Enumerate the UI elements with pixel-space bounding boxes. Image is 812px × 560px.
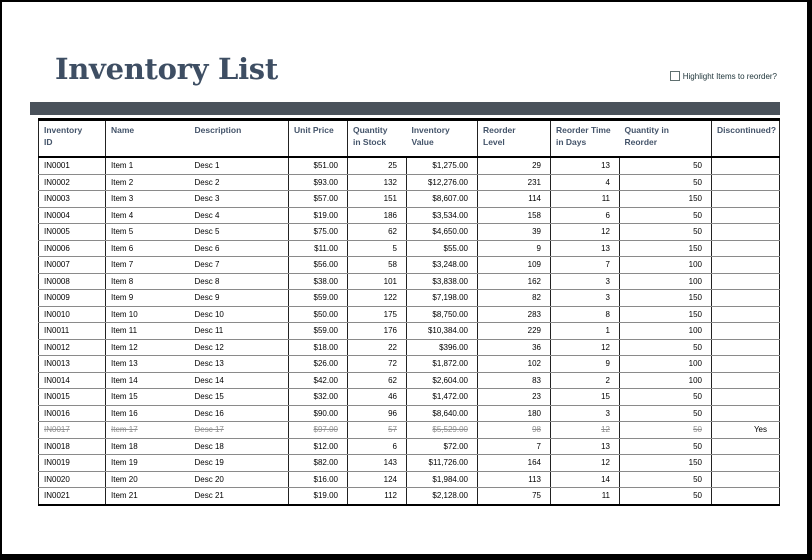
table-row [39, 389, 780, 406]
cell-discontinued[interactable]: Yes [712, 422, 780, 439]
cell-desc[interactable]: Desc 4 [190, 207, 289, 224]
column-header-inventory_value[interactable] [407, 120, 478, 158]
cell-reorder_time_days[interactable]: 11 [551, 488, 620, 505]
cell-qty_in_reorder[interactable]: 50 [620, 471, 712, 488]
cell-inventory_value[interactable]: $1,275.00 [407, 157, 478, 174]
table-row [39, 422, 780, 439]
inventory-table [38, 118, 780, 506]
cell-reorder_level[interactable]: 98 [478, 422, 551, 439]
cell-reorder_level[interactable]: 162 [478, 273, 551, 290]
cell-desc[interactable]: Desc 14 [190, 372, 289, 389]
cell-name[interactable]: Item 1 [106, 157, 190, 174]
cell-qty_in_reorder[interactable]: 100 [620, 356, 712, 373]
cell-inventory_value[interactable]: $2,128.00 [407, 488, 478, 505]
cell-reorder_level[interactable]: 82 [478, 290, 551, 307]
column-header-qty_in_stock[interactable] [348, 120, 407, 158]
cell-qty_in_reorder[interactable]: 100 [620, 372, 712, 389]
cell-inventory_value[interactable]: $8,607.00 [407, 191, 478, 208]
cell-desc[interactable]: Desc 18 [190, 438, 289, 455]
cell-qty_in_stock[interactable]: 6 [348, 438, 407, 455]
cell-inventory_value[interactable]: $11,726.00 [407, 455, 478, 472]
cell-reorder_level[interactable]: 229 [478, 323, 551, 340]
cell-qty_in_reorder[interactable]: 150 [620, 240, 712, 257]
cell-qty_in_stock[interactable]: 57 [348, 422, 407, 439]
cell-unit_price[interactable]: $50.00 [289, 306, 348, 323]
cell-discontinued[interactable] [712, 339, 780, 356]
cell-discontinued[interactable] [712, 405, 780, 422]
cell-qty_in_reorder[interactable]: 50 [620, 389, 712, 406]
column-header-discontinued[interactable] [712, 120, 780, 158]
cell-discontinued[interactable] [712, 455, 780, 472]
cell-desc[interactable]: Desc 6 [190, 240, 289, 257]
table-row [39, 290, 780, 307]
cell-discontinued[interactable] [712, 389, 780, 406]
cell-qty_in_stock[interactable]: 72 [348, 356, 407, 373]
table-row [39, 224, 780, 241]
cell-id[interactable]: IN0014 [39, 372, 106, 389]
cell-discontinued[interactable] [712, 471, 780, 488]
cell-reorder_time_days[interactable]: 13 [551, 157, 620, 174]
cell-name[interactable]: Item 17 [106, 422, 190, 439]
cell-name[interactable]: Item 7 [106, 257, 190, 274]
cell-qty_in_reorder[interactable]: 50 [620, 339, 712, 356]
cell-reorder_level[interactable]: 39 [478, 224, 551, 241]
cell-reorder_level[interactable]: 114 [478, 191, 551, 208]
cell-unit_price[interactable]: $97.00 [289, 422, 348, 439]
cell-reorder_time_days[interactable]: 15 [551, 389, 620, 406]
cell-desc[interactable]: Desc 5 [190, 224, 289, 241]
cell-id[interactable]: IN0009 [39, 290, 106, 307]
header-label: Reorder Time [556, 125, 611, 135]
header-label: Name [111, 125, 135, 135]
cell-desc[interactable]: Desc 2 [190, 174, 289, 191]
cell-desc[interactable]: Desc 16 [190, 405, 289, 422]
cell-qty_in_stock[interactable]: 176 [348, 323, 407, 340]
cell-qty_in_reorder[interactable]: 50 [620, 422, 712, 439]
cell-id[interactable]: IN0010 [39, 306, 106, 323]
table-row [39, 405, 780, 422]
cell-discontinued[interactable] [712, 273, 780, 290]
cell-desc[interactable]: Desc 13 [190, 356, 289, 373]
cell-discontinued[interactable] [712, 240, 780, 257]
cell-id[interactable]: IN0001 [39, 157, 106, 174]
cell-inventory_value[interactable]: $8,640.00 [407, 405, 478, 422]
cell-name[interactable]: Item 11 [106, 323, 190, 340]
cell-qty_in_stock[interactable]: 46 [348, 389, 407, 406]
cell-reorder_time_days[interactable]: 1 [551, 323, 620, 340]
column-header-unit_price[interactable] [289, 120, 348, 158]
cell-qty_in_stock[interactable]: 5 [348, 240, 407, 257]
cell-id[interactable]: IN0020 [39, 471, 106, 488]
cell-qty_in_stock[interactable]: 62 [348, 224, 407, 241]
cell-unit_price[interactable]: $57.00 [289, 191, 348, 208]
cell-discontinued[interactable] [712, 257, 780, 274]
cell-qty_in_stock[interactable]: 25 [348, 157, 407, 174]
table-row [39, 339, 780, 356]
cell-qty_in_stock[interactable]: 175 [348, 306, 407, 323]
table-body [39, 157, 780, 505]
cell-reorder_time_days[interactable]: 4 [551, 174, 620, 191]
cell-reorder_level[interactable]: 158 [478, 207, 551, 224]
cell-inventory_value[interactable]: $55.00 [407, 240, 478, 257]
cell-qty_in_stock[interactable]: 96 [348, 405, 407, 422]
cell-reorder_level[interactable]: 23 [478, 389, 551, 406]
cell-desc[interactable]: Desc 8 [190, 273, 289, 290]
column-header-qty_in_reorder[interactable] [620, 120, 712, 158]
cell-reorder_level[interactable]: 231 [478, 174, 551, 191]
cell-name[interactable]: Item 2 [106, 174, 190, 191]
cell-qty_in_reorder[interactable]: 100 [620, 323, 712, 340]
cell-name[interactable]: Item 6 [106, 240, 190, 257]
highlight-reorder-control[interactable] [670, 71, 777, 81]
cell-desc[interactable]: Desc 21 [190, 488, 289, 505]
cell-desc[interactable]: Desc 12 [190, 339, 289, 356]
cell-discontinued[interactable] [712, 306, 780, 323]
table-row [39, 438, 780, 455]
table-row [39, 174, 780, 191]
cell-name[interactable]: Item 3 [106, 191, 190, 208]
cell-unit_price[interactable]: $11.00 [289, 240, 348, 257]
cell-unit_price[interactable]: $26.00 [289, 356, 348, 373]
highlight-reorder-checkbox[interactable] [670, 71, 680, 81]
cell-name[interactable]: Item 9 [106, 290, 190, 307]
header-label: Discontinued? [717, 125, 777, 135]
cell-reorder_level[interactable]: 102 [478, 356, 551, 373]
cell-name[interactable]: Item 21 [106, 488, 190, 505]
cell-reorder_time_days[interactable]: 3 [551, 290, 620, 307]
header-label: Quantity in [624, 125, 669, 135]
cell-inventory_value[interactable]: $3,838.00 [407, 273, 478, 290]
cell-unit_price[interactable]: $90.00 [289, 405, 348, 422]
cell-desc[interactable]: Desc 7 [190, 257, 289, 274]
cell-qty_in_reorder[interactable]: 150 [620, 290, 712, 307]
cell-name[interactable]: Item 16 [106, 405, 190, 422]
cell-qty_in_stock[interactable]: 132 [348, 174, 407, 191]
cell-reorder_time_days[interactable]: 13 [551, 240, 620, 257]
cell-name[interactable]: Item 14 [106, 372, 190, 389]
cell-qty_in_reorder[interactable]: 50 [620, 438, 712, 455]
cell-discontinued[interactable] [712, 290, 780, 307]
cell-discontinued[interactable] [712, 438, 780, 455]
cell-qty_in_reorder[interactable]: 50 [620, 174, 712, 191]
cell-reorder_time_days[interactable]: 14 [551, 471, 620, 488]
table-row [39, 191, 780, 208]
cell-reorder_time_days[interactable]: 13 [551, 438, 620, 455]
cell-reorder_time_days[interactable]: 8 [551, 306, 620, 323]
cell-id[interactable]: IN0017 [39, 422, 106, 439]
cell-inventory_value[interactable]: $1,984.00 [407, 471, 478, 488]
cell-reorder_time_days[interactable]: 12 [551, 455, 620, 472]
column-header-name[interactable] [106, 120, 190, 158]
cell-inventory_value[interactable]: $396.00 [407, 339, 478, 356]
cell-id[interactable]: IN0012 [39, 339, 106, 356]
cell-qty_in_reorder[interactable]: 50 [620, 405, 712, 422]
cell-unit_price[interactable]: $51.00 [289, 157, 348, 174]
cell-discontinued[interactable] [712, 372, 780, 389]
header-label: ID [44, 137, 53, 148]
cell-id[interactable]: IN0019 [39, 455, 106, 472]
cell-reorder_level[interactable]: 109 [478, 257, 551, 274]
cell-reorder_level[interactable]: 180 [478, 405, 551, 422]
cell-id[interactable]: IN0013 [39, 356, 106, 373]
header-label: Reorder [483, 125, 516, 135]
table-row [39, 157, 780, 174]
cell-id[interactable]: IN0002 [39, 174, 106, 191]
cell-desc[interactable]: Desc 10 [190, 306, 289, 323]
header-label: Unit Price [294, 125, 334, 135]
highlight-reorder-label: Highlight Items to reorder? [682, 71, 777, 81]
cell-inventory_value[interactable]: $5,529.00 [407, 422, 478, 439]
cell-id[interactable]: IN0004 [39, 207, 106, 224]
table-row [39, 306, 780, 323]
cell-inventory_value[interactable]: $3,248.00 [407, 257, 478, 274]
column-header-desc[interactable] [190, 120, 289, 158]
cell-desc[interactable]: Desc 19 [190, 455, 289, 472]
header-label: Description [194, 125, 242, 135]
cell-desc[interactable]: Desc 20 [190, 471, 289, 488]
table-row [39, 207, 780, 224]
cell-discontinued[interactable] [712, 224, 780, 241]
cell-inventory_value[interactable]: $8,750.00 [407, 306, 478, 323]
cell-id[interactable]: IN0021 [39, 488, 106, 505]
header-label: Inventory [411, 125, 450, 135]
cell-qty_in_stock[interactable]: 22 [348, 339, 407, 356]
cell-qty_in_reorder[interactable]: 100 [620, 273, 712, 290]
cell-reorder_time_days[interactable]: 3 [551, 273, 620, 290]
cell-unit_price[interactable]: $19.00 [289, 488, 348, 505]
header-label: Quantity [353, 125, 388, 135]
cell-qty_in_reorder[interactable]: 150 [620, 191, 712, 208]
cell-qty_in_reorder[interactable]: 50 [620, 488, 712, 505]
cell-name[interactable]: Item 13 [106, 356, 190, 373]
cell-qty_in_stock[interactable]: 112 [348, 488, 407, 505]
cell-reorder_time_days[interactable]: 3 [551, 405, 620, 422]
cell-reorder_level[interactable]: 113 [478, 471, 551, 488]
cell-discontinued[interactable] [712, 207, 780, 224]
header-label: in Days [556, 137, 587, 148]
cell-discontinued[interactable] [712, 356, 780, 373]
cell-discontinued[interactable] [712, 174, 780, 191]
table-row [39, 488, 780, 505]
cell-desc[interactable]: Desc 15 [190, 389, 289, 406]
cell-id[interactable]: IN0016 [39, 405, 106, 422]
cell-desc[interactable]: Desc 3 [190, 191, 289, 208]
cell-discontinued[interactable] [712, 157, 780, 174]
cell-qty_in_reorder[interactable]: 150 [620, 455, 712, 472]
cell-unit_price[interactable]: $59.00 [289, 323, 348, 340]
cell-desc[interactable]: Desc 9 [190, 290, 289, 307]
page-title: Inventory List [55, 52, 278, 86]
cell-name[interactable]: Item 20 [106, 471, 190, 488]
cell-inventory_value[interactable]: $1,472.00 [407, 389, 478, 406]
cell-desc[interactable]: Desc 11 [190, 323, 289, 340]
cell-unit_price[interactable]: $56.00 [289, 257, 348, 274]
table-row [39, 455, 780, 472]
cell-unit_price[interactable]: $38.00 [289, 273, 348, 290]
cell-qty_in_reorder[interactable]: 100 [620, 257, 712, 274]
cell-reorder_time_days[interactable]: 9 [551, 356, 620, 373]
header-label: in Stock [353, 137, 387, 148]
cell-unit_price[interactable]: $59.00 [289, 290, 348, 307]
cell-reorder_level[interactable]: 283 [478, 306, 551, 323]
cell-qty_in_stock[interactable]: 122 [348, 290, 407, 307]
cell-qty_in_stock[interactable]: 101 [348, 273, 407, 290]
cell-reorder_time_days[interactable]: 12 [551, 339, 620, 356]
cell-name[interactable]: Item 15 [106, 389, 190, 406]
table-row [39, 240, 780, 257]
cell-id[interactable]: IN0018 [39, 438, 106, 455]
cell-reorder_level[interactable]: 7 [478, 438, 551, 455]
cell-inventory_value[interactable]: $2,604.00 [407, 372, 478, 389]
cell-name[interactable]: Item 12 [106, 339, 190, 356]
cell-id[interactable]: IN0011 [39, 323, 106, 340]
cell-reorder_time_days[interactable]: 2 [551, 372, 620, 389]
cell-reorder_level[interactable]: 29 [478, 157, 551, 174]
cell-reorder_time_days[interactable]: 6 [551, 207, 620, 224]
cell-inventory_value[interactable]: $1,872.00 [407, 356, 478, 373]
cell-qty_in_stock[interactable]: 143 [348, 455, 407, 472]
cell-inventory_value[interactable]: $12,276.00 [407, 174, 478, 191]
cell-reorder_level[interactable]: 36 [478, 339, 551, 356]
table-row [39, 372, 780, 389]
cell-unit_price[interactable]: $18.00 [289, 339, 348, 356]
table-row [39, 471, 780, 488]
cell-qty_in_reorder[interactable]: 50 [620, 224, 712, 241]
cell-inventory_value[interactable]: $10,384.00 [407, 323, 478, 340]
cell-name[interactable]: Item 18 [106, 438, 190, 455]
cell-desc[interactable]: Desc 1 [190, 157, 289, 174]
cell-qty_in_stock[interactable]: 62 [348, 372, 407, 389]
column-header-reorder_level[interactable] [478, 120, 551, 158]
header-label: Level [483, 137, 505, 148]
cell-name[interactable]: Item 8 [106, 273, 190, 290]
cell-reorder_level[interactable]: 9 [478, 240, 551, 257]
cell-desc[interactable]: Desc 17 [190, 422, 289, 439]
cell-qty_in_reorder[interactable]: 50 [620, 207, 712, 224]
cell-unit_price[interactable]: $42.00 [289, 372, 348, 389]
cell-name[interactable]: Item 5 [106, 224, 190, 241]
cell-id[interactable]: IN0015 [39, 389, 106, 406]
cell-inventory_value[interactable]: $3,534.00 [407, 207, 478, 224]
cell-inventory_value[interactable]: $72.00 [407, 438, 478, 455]
accent-bar [30, 102, 780, 115]
cell-unit_price[interactable]: $93.00 [289, 174, 348, 191]
cell-qty_in_stock[interactable]: 58 [348, 257, 407, 274]
cell-id[interactable]: IN0008 [39, 273, 106, 290]
cell-unit_price[interactable]: $82.00 [289, 455, 348, 472]
cell-reorder_level[interactable]: 164 [478, 455, 551, 472]
cell-discontinued[interactable] [712, 323, 780, 340]
cell-name[interactable]: Item 19 [106, 455, 190, 472]
cell-id[interactable]: IN0007 [39, 257, 106, 274]
cell-unit_price[interactable]: $75.00 [289, 224, 348, 241]
header-row [39, 120, 780, 158]
header-label: Inventory [44, 125, 83, 135]
cell-discontinued[interactable] [712, 191, 780, 208]
cell-qty_in_stock[interactable]: 186 [348, 207, 407, 224]
cell-qty_in_reorder[interactable]: 150 [620, 306, 712, 323]
column-header-id[interactable] [39, 120, 106, 158]
cell-reorder_level[interactable]: 75 [478, 488, 551, 505]
cell-inventory_value[interactable]: $4,650.00 [407, 224, 478, 241]
cell-name[interactable]: Item 10 [106, 306, 190, 323]
cell-unit_price[interactable]: $12.00 [289, 438, 348, 455]
cell-id[interactable]: IN0006 [39, 240, 106, 257]
cell-inventory_value[interactable]: $7,198.00 [407, 290, 478, 307]
cell-name[interactable]: Item 4 [106, 207, 190, 224]
cell-reorder_time_days[interactable]: 12 [551, 224, 620, 241]
cell-reorder_time_days[interactable]: 12 [551, 422, 620, 439]
table-row [39, 356, 780, 373]
header-label: Value [411, 137, 434, 148]
cell-discontinued[interactable] [712, 488, 780, 505]
cell-unit_price[interactable]: $19.00 [289, 207, 348, 224]
cell-unit_price[interactable]: $16.00 [289, 471, 348, 488]
cell-reorder_level[interactable]: 83 [478, 372, 551, 389]
cell-qty_in_reorder[interactable]: 50 [620, 157, 712, 174]
cell-qty_in_stock[interactable]: 124 [348, 471, 407, 488]
cell-id[interactable]: IN0005 [39, 224, 106, 241]
table-row [39, 257, 780, 274]
table-header [39, 120, 780, 158]
header-label: Reorder [624, 137, 658, 148]
cell-reorder_time_days[interactable]: 7 [551, 257, 620, 274]
table-row [39, 273, 780, 290]
column-header-reorder_time_days[interactable] [551, 120, 620, 158]
cell-qty_in_stock[interactable]: 151 [348, 191, 407, 208]
cell-reorder_time_days[interactable]: 11 [551, 191, 620, 208]
table-row [39, 323, 780, 340]
cell-unit_price[interactable]: $32.00 [289, 389, 348, 406]
cell-id[interactable]: IN0003 [39, 191, 106, 208]
